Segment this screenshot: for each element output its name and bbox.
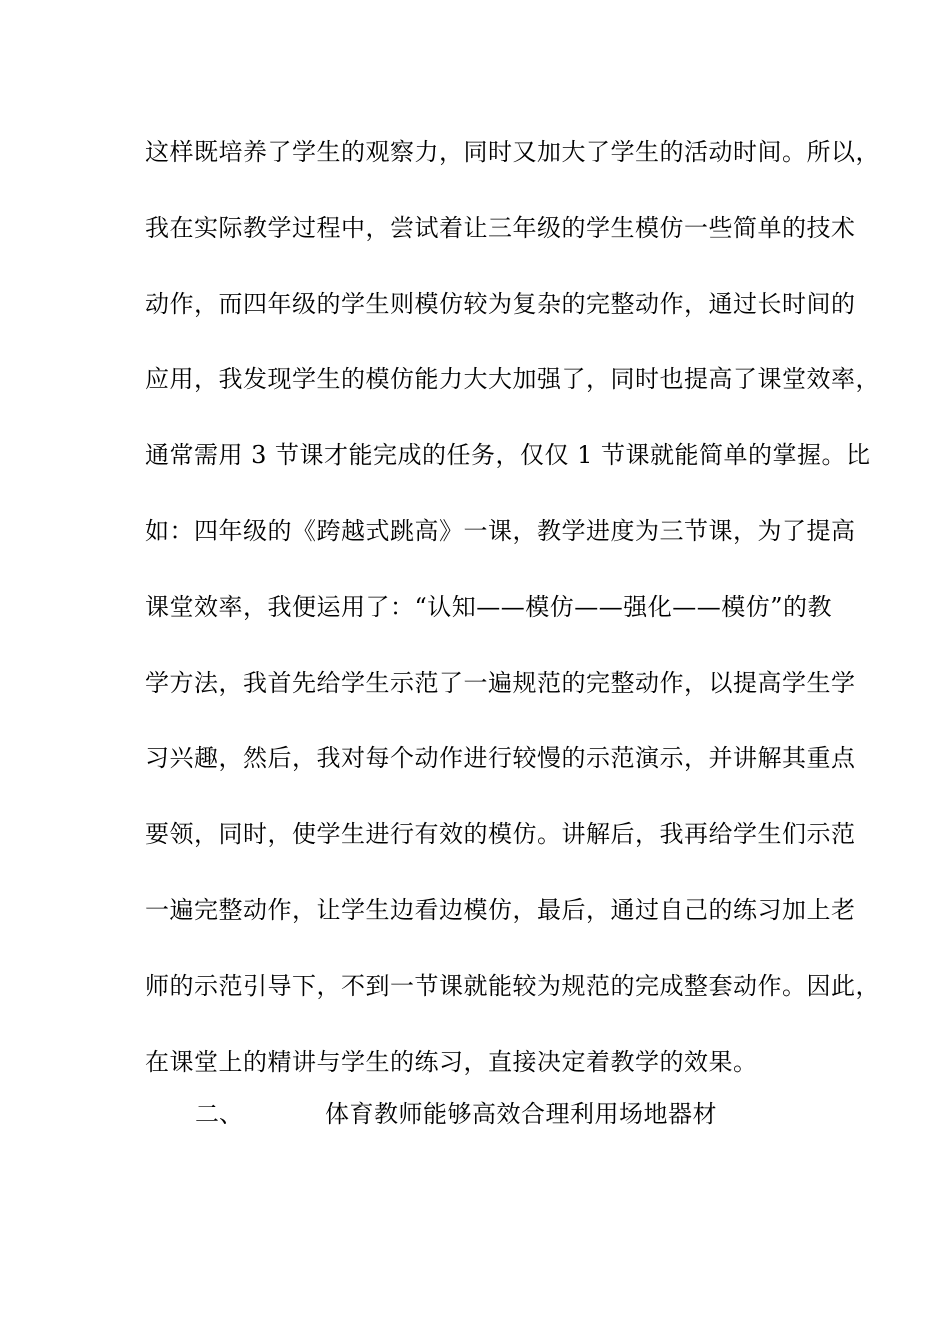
paragraph-line: 动作，而四年级的学生则模仿较为复杂的完整动作，通过长时间的 bbox=[145, 289, 856, 318]
section-number: 二、 bbox=[195, 1100, 243, 1128]
paragraph-line: 在课堂上的精讲与学生的练习，直接决定着教学的效果。 bbox=[145, 1047, 758, 1076]
paragraph-line: 这样既培养了学生的观察力，同时又加大了学生的活动时间。所以， bbox=[145, 138, 880, 166]
paragraph-line: 通常需用 3 节课才能完成的任务，仅仅 1 节课就能简单的掌握。比 bbox=[145, 441, 871, 470]
paragraph-line: 要领，同时，使学生进行有效的模仿。讲解后，我再给学生们示范 bbox=[145, 820, 856, 849]
paragraph-line: 习兴趣，然后，我对每个动作进行较慢的示范演示，并讲解其重点 bbox=[145, 744, 856, 773]
body-paragraph bbox=[145, 128, 880, 1113]
paragraph-line: 如：四年级的《跨越式跳高》一课，教学进度为三节课，为了提高 bbox=[145, 516, 856, 545]
paragraph-line: 课堂效率，我便运用了：“认知——模仿——强化——模仿”的教 bbox=[145, 592, 833, 621]
paragraph-line: 师的示范引导下，不到一节课就能较为规范的完成整套动作。因此， bbox=[145, 971, 880, 1000]
paragraph-line: 一遍完整动作，让学生边看边模仿，最后，通过自己的练习加上老 bbox=[145, 895, 856, 924]
paragraph-line: 学方法，我首先给学生示范了一遍规范的完整动作，以提高学生学 bbox=[145, 668, 856, 697]
paragraph-line: 应用，我发现学生的模仿能力大大加强了，同时也提高了课堂效率， bbox=[145, 365, 880, 394]
section-title: 体育教师能够高效合理利用场地器材 bbox=[325, 1100, 717, 1128]
paragraph-line: 我在实际教学过程中，尝试着让三年级的学生模仿一些简单的技术 bbox=[145, 213, 856, 242]
